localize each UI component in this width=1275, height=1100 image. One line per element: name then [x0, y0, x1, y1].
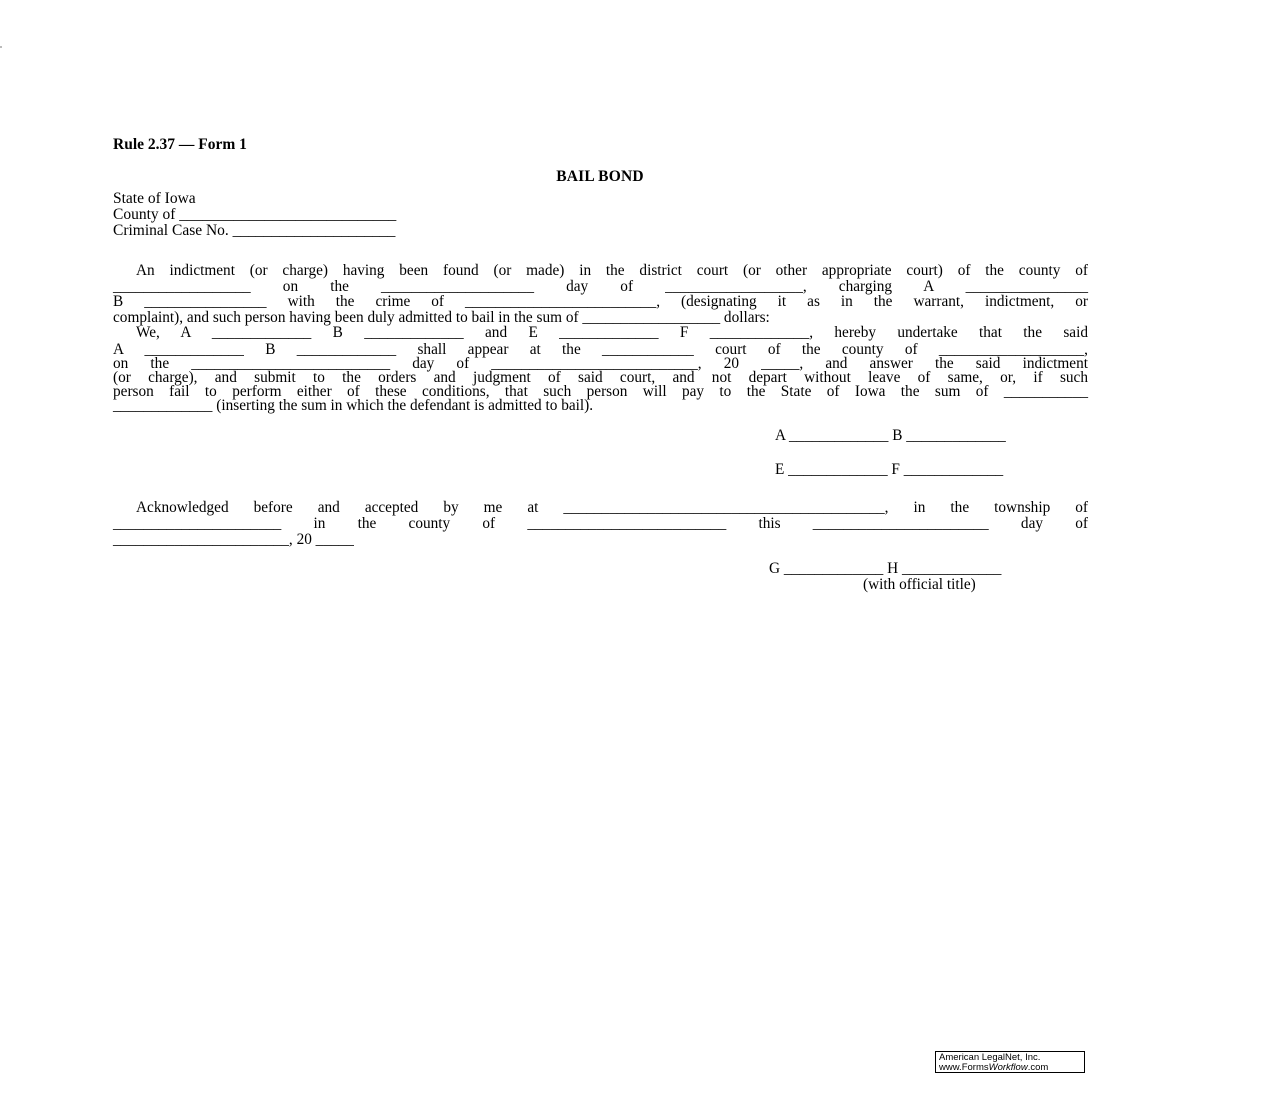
official-title-caption: (with official title) [863, 576, 976, 593]
acknowledgment-line: Acknowledged before and accepted by me at __________________________________________, in the township of [136, 499, 1088, 516]
publisher-name: American LegalNet, Inc. [939, 1052, 1041, 1063]
caption-state: State of Iowa [113, 190, 196, 207]
acknowledgment-line: ______________________ in the county of __________________________ this _______________________ day of [113, 515, 1088, 532]
url-prefix: www.Forms [939, 1062, 989, 1073]
url-suffix: .com [1027, 1062, 1049, 1073]
signature-line-a-b: A _____________ B _____________ [775, 427, 1006, 444]
paragraph2-line: on the __________________________ day of ___________________________, 20 _____, and answer the said indictment [113, 355, 1088, 372]
paragraph2-line: (or charge), and submit to the orders and judgment of said court, and not depart without leave of same, or, if such [113, 369, 1088, 386]
acknowledgment-line: _______________________, 20 _____ [113, 531, 354, 548]
publisher-url [939, 1063, 1084, 1073]
paragraph1-line: complaint), and such person having been duly admitted to bail in the sum of __________________ dollars: [113, 309, 770, 326]
publisher-footer [935, 1051, 1085, 1073]
paragraph2-line: We, A _____________ B _____________ and E _____________ F _____________, hereby undertake that the said [136, 324, 1088, 341]
paragraph2-line: person fail to perform either of these conditions, that such person will pay to the State of Iowa the sum of ___________ [113, 383, 1088, 400]
url-italic: Workflow [988, 1062, 1028, 1073]
caption-case-no: Criminal Case No. _____________________ [113, 222, 396, 239]
document-title: BAIL BOND [556, 168, 644, 185]
signature-line-g-h: G _____________ H _____________ [769, 560, 1002, 577]
scan-mark [0, 46, 2, 48]
caption-county: County of ____________________________ [113, 206, 397, 223]
case-caption [113, 191, 396, 239]
signature-line-e-f: E _____________ F _____________ [775, 461, 1004, 478]
paragraph2-line: A _____________ B _____________ shall appear at the ____________ court of the county of ___________________, [113, 341, 1088, 358]
paragraph2-line: _____________ (inserting the sum in which the defendant is admitted to bail). [113, 397, 594, 414]
paragraph1-line: __________________ on the ____________________ day of __________________, charging A ________________ [113, 278, 1088, 295]
paragraph1-line: B ________________ with the crime of _________________________, (designating it as in the warrant, indictment, or [113, 293, 1088, 310]
paragraph1-line: An indictment (or charge) having been found (or made) in the district court (or other appropriate court) of the county of [136, 262, 1088, 279]
rule-header: Rule 2.37 — Form 1 [113, 136, 247, 153]
